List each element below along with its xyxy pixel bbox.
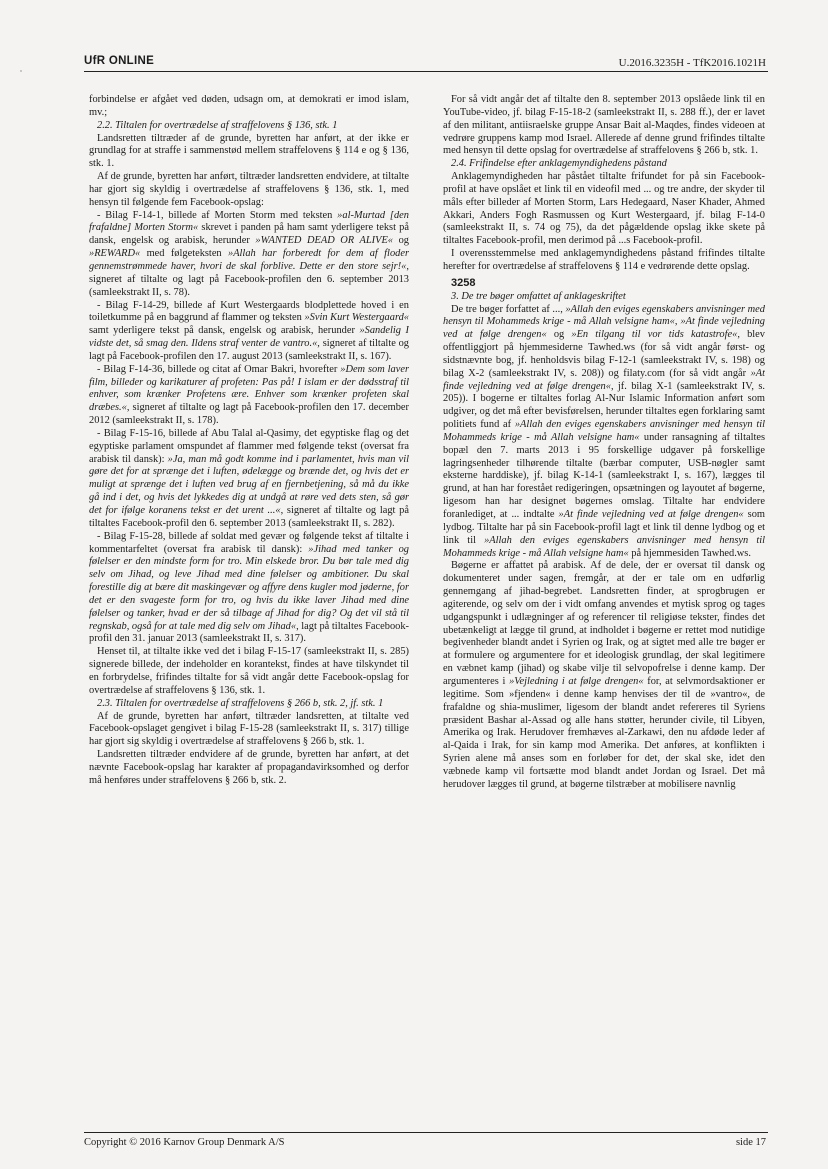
page-number: side 17 <box>735 1137 766 1148</box>
paragraph: - Bilag F-14-29, billede af Kurt Westergaards blodplettede hoved i en toiletkumme på en baggrund af flammer og teksten »Svin Kurt Westergaard« samt yderligere tekst på dansk, engelsk og arabisk, herunder »Sandelig I vidste det, så smag den. Ildens straf venter de vantro.«, signeret af tiltalte og lagt på Facebook-profilen den 17. august 2013 (samleekstrakt II, s. 167). <box>89 299 409 362</box>
section-heading: 2.3. Tiltalen for overtrædelse af straffelovens § 266 b, stk. 2, jf. stk. 1 <box>97 697 384 709</box>
paragraph: De tre bøger forfattet af ..., »Allah den eviges egenskabers anvisninger med hensyn til Mohammeds krige - må Allah velsigne ham«, »At finde vejledning ved at følge drengen« og »En tilgang til vor tids katastrofe«, blev offentliggjort på hjemmesiderne Tawhed.ws (for så vidt angår først- og sidstnævnte bog, jf. henholdsvis bilag F-12-1 (samleekstrakt IV, s. 198) og bilag X-2 (samleekstrakt IV, s. 208)) og filaty.com (for så vidt angår »At finde vejledning ved at følge drengen«, jf. bilag X-1 (samleekstrakt IV, s. 205)). I bogerne er tiltaltes forlag Al-Nur Islamic Information anført som udgiver, og det må efter bevisførelsen, herunder tiltaltes egen forklaring samt politiets fund af »Allah den eviges egenskabers anvisninger med hensyn til Mohammeds krige - må Allah velsigne ham« under ransagning af tiltaltes bopæl den 7. marts 2013 i 95 forskellige udgaver på forskellige lagringsenheder tilhørende tiltalte (bærbar computer, USB-nøgler samt eksterne harddiske), jf. bilag K-14-1 (samleekstrakt I, s. 167), lægges til grund, at han har forestået redigeringen, opsætningen og layoutet af bøgerne, ligesom han har designet bøgernes omslag. Tiltalte har endvidere foranlediget, at ... indtalte »At finde vejledning ved at følge drengen« som lydbog. Tiltalte har på sin Facebook-profil lagt et link til denne lydbog og et link til »Allah den eviges egenskabers anvisninger med hensyn til Mohammeds krige - må Allah velsigne ham« på hjemmesiden Tawhed.ws. <box>443 303 765 559</box>
paragraph: - Bilag F-15-16, billede af Abu Talal al-Qasimy, det egyptiske flag og det egyptiske parlament omspundet af flammer med følgende tekst (oversat fra arabisk til dansk): »Ja, man må godt komme ind i parlamentet, hvis man vil gøre det for at sprænge det i luften, ødelægge og brænde det, og hvis det er muligt at sprænge det i luften ved brug af en fjernbetjening, så må du ikke gå ind i det, og hvis det lykkedes dig at undgå at røre ved dets sten, så gør det for ifølge koranens tekst er det urent ...«, signeret af tiltalte og lagt på tiltaltes Facebook-profil den 6. september 2013 (samleekstrakt II, s. 282). <box>89 427 409 529</box>
left-column <box>89 94 409 1124</box>
case-reference: U.2016.3235H - TfK2016.1021H <box>618 57 766 69</box>
paragraph: - Bilag F-14-36, billede og citat af Omar Bakri, hvorefter »Dem som laver film, billeder og karikaturer af profeten: Pas på! I islam er der dødsstraf til enhver, som krænker Profetens ære. Enhver som krænker profeten skal dræbes.«, signeret af tiltalte og lagt på Facebook-profilen den 17. december 2012 (samleekstrakt II, s. 178). <box>89 363 409 427</box>
paragraph: Bøgerne er affattet på arabisk. Af de dele, der er oversat til dansk og dokumenteret under sagen, fremgår, at der er tale om en udførlig gennemgang af jihad-begrebet. Landsretten finder, at sprogbrugen er agiterende, og selv om der i vidt omfang anvendes et mytisk sprog og tages udgangspunkt i udlægninger af og referencer til religiøse tekster, findes det ubetænkeligt at lægge til grund, at indholdet i bøgerne er rettet mod nutidige begivenheder blandt andet i Syrien og Irak, og at sigtet med alle tre bøger er at formulere og argumentere for et ideologisk grundlag, der skal legitimere en væbnet kamp (jihad) og skabe vilje til selvopofrelse i denne kamp. Der argumenteres i »Vejledning i at følge drengen« for, at selvmordsaktioner er legitime. Som »fjenden« i denne kamp henvises der til de »vantro«, de frafaldne og shia-muslimer, ligesom der blandt andet refereres til Syriens præsident Bashar al-Assad og alle hans støtter, herunder civile, til Libyen, Amerika og Irak. Herudover fremhæves al-Zarkawi, den nu afdøde leder af al-Qaida i Irak, for sin kamp mod Amerika. Det anføres, at konflikten i Syrien alene må anses som en forløber for det, der skal ske, idet den væbnede kamp vil fortsætte mod blandt andet Jordan og Israel. Det må herudover lægges til grund, at bøgerne tilstræber at mobilisere navnlig <box>443 560 765 790</box>
paragraph: Af de grunde, byretten har anført, tiltræder landsretten, at tiltalte ved Facebook-opslaget gengivet i bilag F-15-28 (samleekstrakt II, s. 317) tillige har gjort sig skyldig i overtrædelse af straffelovens § 266 b, stk. 1. <box>89 710 409 748</box>
scan-speck <box>20 70 22 72</box>
section-heading: 3. De tre bøger omfattet af anklageskriftet <box>451 290 626 302</box>
paragraph: I overensstemmelse med anklagemyndighedens påstand frifindes tiltalte herefter for overtrædelse af straffelovens § 114 e vedrørende dette opslag. <box>443 248 765 272</box>
right-column <box>443 94 765 1124</box>
paragraph: Henset til, at tiltalte ikke ved det i bilag F-15-17 (samleekstrakt II, s. 285) signerede billede, der indeholder en korantekst, findes at have tilskyndet til en forbrydelse, frifindes tiltalte for så vidt angår dette Facebook-opslag for overtrædelse af straffelovens § 136, stk. 1. <box>89 646 409 696</box>
section-heading: 2.4. Frifindelse efter anklagemyndighedens påstand <box>451 158 667 170</box>
paragraph: Af de grunde, byretten har anført, tiltræder landsretten endvidere, at tiltalte har gjort sig skyldig i overtrædelse af straffelovens § 136, stk. 1, med hensyn til følgende fem Facebook-opslag: <box>89 171 409 208</box>
copyright-notice: Copyright © 2016 Karnov Group Denmark A/S <box>84 1137 285 1148</box>
site-title: UfR ONLINE <box>84 55 155 67</box>
paragraph: For så vidt angår det af tiltalte den 8. september 2013 opslåede link til en YouTube-video, jf. bilag F-15-18-2 (samleekstrakt II, s. 288 ff.), der er lavet af den militant, antiisraelske gruppe Ansar Bait al-Maqdes, findes videoen at vedrøre gruppens kamp mod Israel. Allerede af denne grund frifindes tiltalte med hensyn til dette opslag for overtrædelse af straffelovens § 266 b, stk. 1. <box>443 94 765 157</box>
paragraph: - Bilag F-15-28, billede af soldat med gevær og følgende tekst af tiltalte i kommentarfeltet (oversat fra arabisk til dansk): »Jihad med tanker og følelser er den mindste form for tro. Min elskede bror. Du bør tale med dig selv om Jihad, og leve Jihad med dine følelser og ambitioner. Du skal forestille dig at bære dit maskingevær og affyre dens kugler mod jøderne, for det er den svageste form for tro, og hvis du ikke laver Jihad med dine følelser og tanker, hvad er der så tilbage af Jihad for dig? Og det vil stå til regnskab, også for at tale med dig selv om Jihad«, lagt på tiltaltes Facebook-profil den 31. januar 2013 (samleekstrakt II, s. 317). <box>89 530 409 645</box>
header-rule <box>84 71 768 72</box>
paragraph: - Bilag F-14-1, billede af Morten Storm med teksten »al-Murtad [den frafaldne] Morten Storm« skrevet i panden på ham samt yderligere tekst på dansk, engelsk og arabisk, herunder »WANTED DEAD OR ALIVE« og »REWARD« med følgeteksten »Allah har forberedt for dem af floder gennemstrømmede haver, hvori de skal forblive. Dette er den store sejr!«, signeret af tiltalte og lagt på Facebook-profilen den 6. september 2013 (samleekstrakt II, s. 78). <box>89 209 409 298</box>
page-marker-number: 3258 <box>451 276 476 289</box>
paragraph: Anklagemyndigheden har påstået tiltalte frifundet for på sin Facebook-profil at have opslået et link til en videofil med ... og tre andre, der skyder til måls efter billeder af Morten Storm, Lars Hedegaard, Naser Khader, Ahmed Akkari, Anders Fogh Rasmussen og Kurt Westergaard, jf. bilag F-14-0 (samleekstrakt II, s. 74 og 75), da det pågældende opslag ikke skete på tiltaltes Facebook-profil, men derimod på ...s Facebook-profil. <box>443 171 765 247</box>
section-heading: 2.2. Tiltalen for overtrædelse af straffelovens § 136, stk. 1 <box>97 119 338 131</box>
paragraph: Landsretten tiltræder endvidere af de grunde, byretten har anført, at det nævnte Facebook-opslag har karakter af propagandavirksomhed og derfor må henføres under straffelovens § 266 b, stk. 2. <box>89 749 409 786</box>
paragraph: forbindelse er afgået ved døden, udsagn om, at demokrati er imod islam, mv.; <box>89 94 409 118</box>
paragraph: Landsretten tiltræder af de grunde, byretten har anført, at der ikke er grundlag for at straffe i sammenstød mellem straffelovens § 114 e og § 136, stk. 1. <box>89 132 409 170</box>
footer-rule <box>84 1132 768 1133</box>
